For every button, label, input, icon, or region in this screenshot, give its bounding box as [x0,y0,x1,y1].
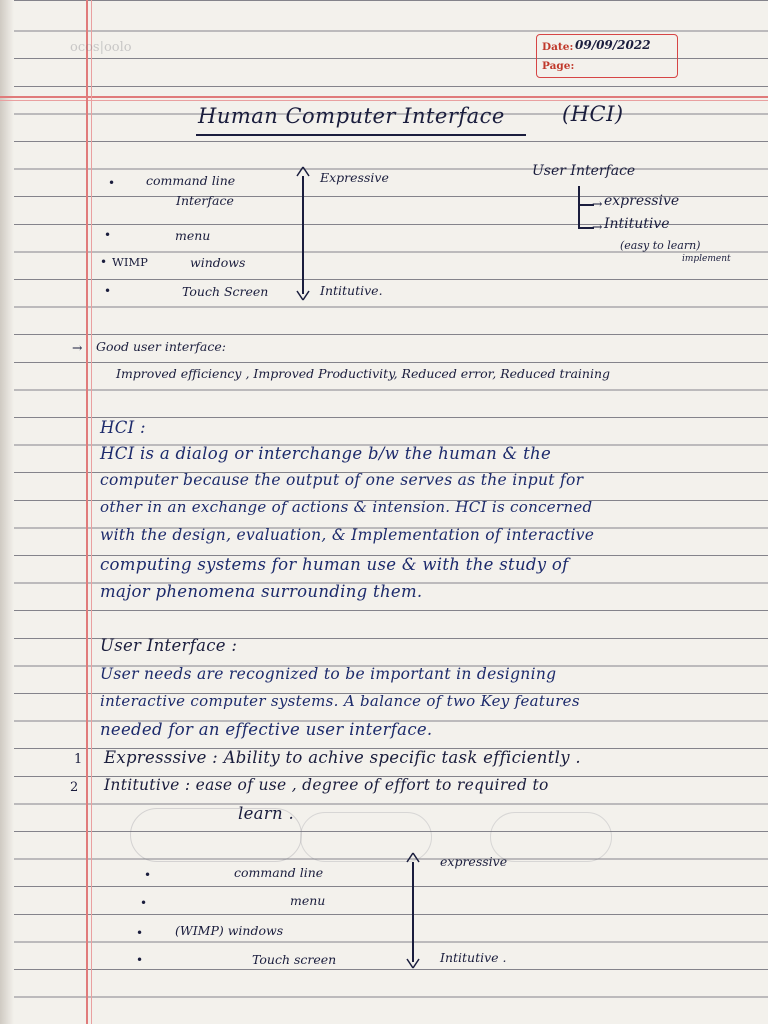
bullet: • [104,284,112,298]
page-label: Page: [542,60,575,72]
list-item: command line [146,173,236,188]
tree-note-2: implement [682,254,731,264]
date-value: 09/09/2022 [575,38,651,52]
list-item: Touch Screen [182,284,269,299]
page-title-abbr: (HCI) [562,102,624,126]
arrow-down-icon [294,288,312,302]
page-title: Human Computer Interface [198,104,505,128]
point-number: 1 [74,752,83,767]
axis-label-bottom: Intitutive. [320,283,383,298]
axis-label-top: Expressive [320,170,389,185]
axis-line [302,176,304,294]
point-text-continued: learn . [238,804,294,823]
axis-line [412,862,414,962]
date-box [536,34,678,78]
hci-line: HCI is a dialog or interchange b/w the human & the [100,444,552,463]
point-text: Intitutive : ease of use , degree of effort to required to [104,776,549,794]
hci-line: other in an exchange of actions & intension. HCI is concerned [100,498,593,516]
arrow-right-icon: → [592,219,603,234]
left-margin-line-inner [91,0,92,1024]
bullet: • [136,926,144,940]
list-item: command line [234,865,324,880]
point-text: Expresssive : Ability to achive specific task efficiently . [104,748,581,767]
date-label: Date: [542,41,574,53]
list-item: Interface [176,193,234,208]
axis-label-top: expressive [440,854,508,869]
axis-label-bottom: Intitutive . [440,950,507,965]
tree-branch-label: Intitutive [604,216,670,232]
faint-corner-text: ocos|oolo [70,40,132,55]
arrow-up-icon [404,852,422,866]
hci-heading: HCI : [100,418,146,437]
arrow-down-icon [404,956,422,970]
ui-line: needed for an effective user interface. [100,720,433,739]
page-binding-shadow [0,0,14,1024]
bullet: • [140,896,148,910]
top-margin-line-inner [0,100,768,101]
tree-trunk [578,186,580,228]
hci-line: major phenomena surrounding them. [100,582,423,601]
bullet: • [136,953,144,967]
ui-heading: User Interface : [100,636,238,655]
list-item: windows [190,255,246,270]
arrow-right-icon: → [592,196,603,211]
arrow-up-icon [294,166,312,180]
ui-line: User needs are recognized to be important in designing [100,665,557,683]
ui-line: interactive computer systems. A balance of two Key features [100,692,580,710]
top-margin-line [0,96,768,98]
bullet: • [108,176,116,190]
bullet: • [100,255,108,269]
show-through-shape [490,812,612,862]
list-item: WIMP [112,255,148,269]
tree-note: (easy to learn) [620,239,701,252]
arrow-right-icon: → [72,340,83,355]
hci-line: computer because the output of one serves as the input for [100,471,584,489]
good-ui-label: Good user interface: [96,339,226,354]
show-through-shape [130,808,302,862]
list-item: menu [175,228,211,243]
title-underline [196,134,526,136]
good-ui-text: Improved efficiency , Improved Productivity, Reduced error, Reduced training [116,366,610,381]
list-item: (WIMP) windows [175,923,284,938]
bullet: • [144,868,152,882]
tree-branch-label: expressive [604,193,680,209]
hci-line: with the design, evaluation, & Implementation of interactive [100,526,595,544]
hci-line: computing systems for human use & with the study of [100,555,569,574]
list-item: menu [290,893,326,908]
list-item: Touch screen [252,952,337,967]
tree-root: User Interface [532,163,636,179]
point-number: 2 [70,780,79,795]
left-margin-line [86,0,88,1024]
bullet: • [104,228,112,242]
